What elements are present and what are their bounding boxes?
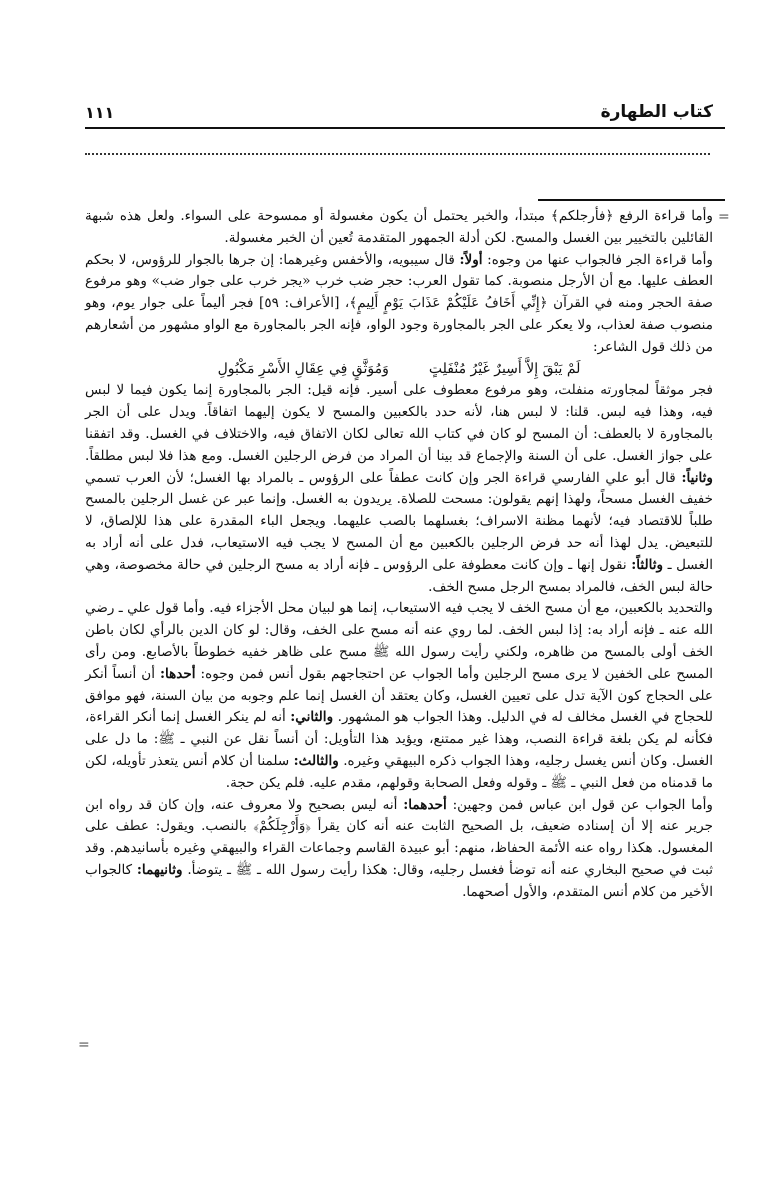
continuation-mark-top: = bbox=[718, 209, 730, 225]
paragraph bbox=[85, 250, 713, 359]
bold-marker: أولاً: bbox=[459, 251, 483, 268]
text-run: وأما الجواب عن قول ابن عباس فمن وجهين: bbox=[446, 796, 714, 813]
text-run: سلمنا أن كلام أنس يتعذر تأويله، لكن ما قدمناه من فعل النبي ـ ﷺ ـ وقوله وفعل الصحابة وقولهم، مقدم عليه. فلم يكن حجة. bbox=[85, 752, 713, 791]
text-run: وأما قراءة الجر فالجواب عنها من وجوه: bbox=[482, 251, 713, 268]
bold-marker: أحدها: bbox=[159, 665, 196, 682]
text-run: وأما قراءة الرفع ﴿فأرجلكم﴾ مبتدأ، والخبر يحتمل أن يكون مغسولة أو ممسوحة على السواء. ولعل هذه شبهة القائلين بالتخيير بين الغسل والمسح. لكن أدلة الجمهور المتقدمة تُعين أن الخبر مغسولة. bbox=[85, 208, 713, 246]
page-number: ١١١ bbox=[85, 103, 115, 122]
verse-second-hemistich: وَمُوَثَّقٍ فِي عِقَالِ الأَسْرِ مَكْبُولِ bbox=[217, 360, 389, 377]
footnote-rule bbox=[538, 199, 725, 201]
continuation-mark-bottom: = bbox=[78, 1037, 90, 1053]
poetry-verse bbox=[85, 359, 713, 381]
bold-marker: والثالث: bbox=[293, 752, 339, 769]
header-rule bbox=[85, 127, 725, 129]
paragraph bbox=[85, 206, 713, 250]
text-run: نقول إنها ـ وإن كانت معطوفة على الرؤوس ـ فإنه أراد به مسح الرجلين في حالة مخصوصة، وهي حالة لبس الخف، فالمراد بمسح الرجل مسح الخف. bbox=[85, 556, 713, 595]
paragraphs-after-verse bbox=[85, 380, 713, 903]
paragraphs-before-verse bbox=[85, 206, 713, 359]
bold-marker: وثانياً: bbox=[681, 469, 713, 486]
text-run: أن أنساً أنكر على الحجاج كون الآية تدل على تعيين الغسل، وكان يعتقد أن الغسل إنما علم وجوبه من بيان السنة، فهو موافق للحجاج في الغسل مخالف له في الدليل. وهذا الجواب هو المشهور. bbox=[85, 665, 714, 726]
text-run: أنه ليس بصحيح ولا معروف عنه، وإن كان قد رواه ابن جرير عنه إلا أن إسناده ضعيف، بل الصحيح الثابت عنه أنه كان يقرأ ﴿وَأَرْجِلَكُمْ﴾ بالنصب. ويقول: عطف على المغسول. هكذا رواه عنه الأئمة الحفاظ، منهم: أبو عبيدة القاسم وجماعات القراء والبيهقي وغيره بأسانيدهم. وقد ثبت في صحيح البخاري عنه أنه توضأ فغسل رجليه، وقال: هكذا رأيت رسول الله ـ ﷺ ـ يتوضأ. bbox=[85, 796, 713, 878]
paragraph bbox=[85, 795, 713, 904]
running-header bbox=[85, 92, 713, 122]
text-run: قال سيبويه، والأخفس وغيرهما: إن جرها بالجوار للرؤوس، لا بحكم العطف عليها. مع أن الأرجل منصوبة. كما تقول العرب: حجر ضب خرب «يجر خرب على جوار ضب» وهو مرفوع صفة الحجر ومنه في القرآن ﴿إِنِّي أَخَافُ عَلَيْكُمْ عَذَابَ يَوْمٍ أَلِيمٍ﴾، [الأعراف: ٥٩] فجر أليماً على جوار يوم، وهو منصوب صفة لعذاب، ولا يعكر على الجر بالمجاورة وجود الواو، فإنه الجر بالمجاورة مع الواو مشهور من أشعارهم من ذلك قول الشاعر: bbox=[85, 251, 713, 355]
bold-marker: أحدهما: bbox=[403, 796, 447, 813]
verse-first-hemistich: لَمْ يَبْقَ إِلاَّ أَسِيرٌ غَيْرُ مُنْفَلِتٍ bbox=[428, 360, 581, 377]
paragraph bbox=[85, 598, 713, 794]
footnote-body bbox=[85, 206, 713, 904]
text-run: أنه لم ينكر الغسل إنما أنكر القراءة، فكأنه لم يكن بلغة قراءة النصب، وهذا غير ممتنع، ويؤيد هذا التأويل: أن أنساً نقل عن النبي ـ ﷺ: ما دل على الغسل. وكان أنس يغسل رجليه، وهذا الجواب ذكره البيهقي وغيره. bbox=[85, 709, 713, 769]
dotted-separator bbox=[85, 153, 710, 155]
bold-marker: وثانيهما: bbox=[136, 861, 183, 878]
text-run: والتحديد بالكعبين، مع أن مسح الخف لا يجب فيه الاستيعاب، إنما هو لبيان محل الأجزاء فيه. وأما قول علي ـ رضي الله عنه ـ فإنه أراد به: إذا لبس الخف. لما روي عنه أنه مسح على الخف، وقال: لو كان الدين بالرأي لكان باطن الخف أولى بالمسح من ظاهره، ولكني رأيت رسول الله ﷺ مسح على ظاهر خفيه خطوطاً بالأصابع. ومن رأى المسح على الخفين لا يرى مسح الرجلين وأما الجواب عن احتجاجهم بقول أنس فمن وجوه: bbox=[85, 600, 713, 682]
text-run: كالجواب الأخير من كلام أنس المتقدم، والأول أصحهما. bbox=[85, 861, 713, 900]
bold-marker: والثاني: bbox=[290, 709, 334, 726]
bold-marker: وثالثاً: bbox=[631, 556, 664, 573]
chapter-title: كتاب الطهارة bbox=[600, 102, 713, 122]
text-run: قال أبو علي الفارسي قراءة الجر وإن كانت عطفاً على الرؤوس ـ بالمراد بها الغسل؛ لأن العرب تسمي خفيف الغسل مسحاً، ولهذا إنهم يقولون: مسحت للصلاة. يريدون به الغسل. وإنما عبر عن غسل الرجلين بالمسح طلباً للاقتصاد فيه؛ لأنهما مظنة الاسراف؛ بغسلهما بالصب عليهما. ويجعل الباء المقدرة على هذا للإلصاق، لا للتبعيض. يدل لهذا أنه حد فرض الرجلين بالكعبين مع أن المسح لا يجب فيه الاستيعاب، فدل على أنه أراد به الغسل ـ bbox=[85, 469, 713, 573]
paragraph bbox=[85, 380, 713, 598]
text-run: فجر موثقاً لمجاورته منفلت، وهو مرفوع معطوف على أسير. فإنه قيل: الجر بالمجاورة إنما يكون فيما لا لبس فيه، وهذا فيه لبس. قلنا: لا لبس هنا، لأنه حدد بالكعبين والمسح لا يكون إليهما اتفاقاً. ويدل على أن الجر بالمجاورة لا بالعطف: أن المسح لو كان في كتاب الله تعالى لكان الاتفاق فيه، والاختلاف في الغسل. وقد اتفقنا على جواز الغسل. على أن السنة والإجماع قد بينا أن المراد من فرض الرجلين الغسل. ومع هذا فلا لبس مطلقاً. bbox=[85, 382, 713, 464]
